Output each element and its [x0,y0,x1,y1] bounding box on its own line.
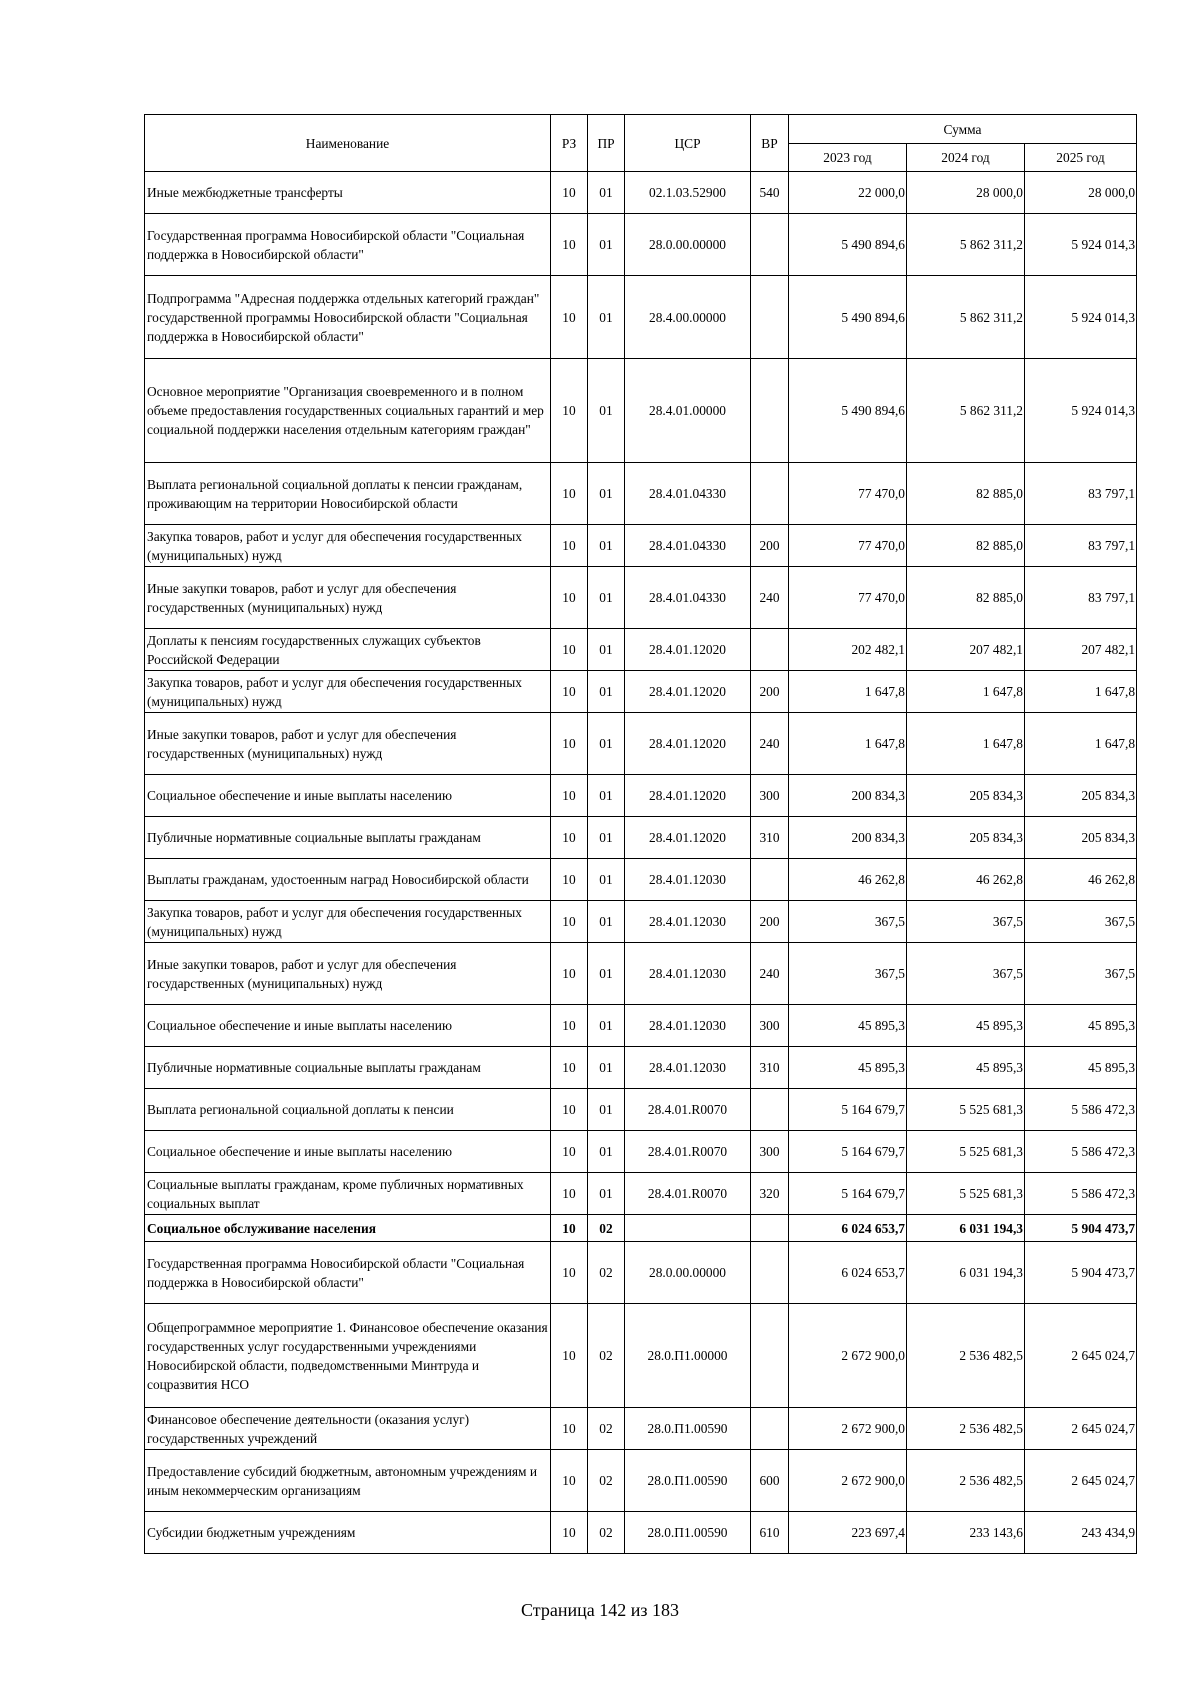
table-row [145,1005,1137,1047]
cell-2023: 5 164 679,7 [789,1173,907,1215]
cell-2024: 46 262,8 [907,859,1025,901]
cell-vr: 300 [751,775,789,817]
header-csr: ЦСР [625,115,751,172]
table-row [145,172,1137,214]
cell-name: Общепрограммное мероприятие 1. Финансовое обеспечение оказания государственных услуг государственными учреждениями Новосибирской области, подведомственными Минтруда и соцразвития НСО [145,1304,551,1408]
cell-pr: 01 [588,629,625,671]
cell-vr [751,463,789,525]
cell-2023: 367,5 [789,901,907,943]
cell-csr: 28.4.01.12030 [625,859,751,901]
cell-vr: 200 [751,671,789,713]
cell-2023: 367,5 [789,943,907,1005]
cell-pr: 02 [588,1304,625,1408]
table-row [145,1089,1137,1131]
cell-2023: 1 647,8 [789,713,907,775]
cell-2025: 5 924 014,3 [1025,359,1137,463]
cell-2024: 5 525 681,3 [907,1089,1025,1131]
cell-2023: 2 672 900,0 [789,1304,907,1408]
cell-2025: 5 904 473,7 [1025,1215,1137,1242]
cell-name: Закупка товаров, работ и услуг для обеспечения государственных (муниципальных) нужд [145,525,551,567]
cell-pr: 01 [588,214,625,276]
cell-pr: 02 [588,1450,625,1512]
cell-2025: 83 797,1 [1025,463,1137,525]
cell-2023: 2 672 900,0 [789,1450,907,1512]
cell-pr: 01 [588,671,625,713]
cell-rz: 10 [551,859,588,901]
cell-2024: 82 885,0 [907,525,1025,567]
cell-pr: 01 [588,1047,625,1089]
cell-name: Доплаты к пенсиям государственных служащих субъектов Российской Федерации [145,629,551,671]
cell-vr: 310 [751,817,789,859]
cell-rz: 10 [551,1242,588,1304]
cell-rz: 10 [551,359,588,463]
cell-rz: 10 [551,1450,588,1512]
cell-2024: 45 895,3 [907,1047,1025,1089]
cell-name: Иные закупки товаров, работ и услуг для обеспечения государственных (муниципальных) нужд [145,713,551,775]
cell-2023: 46 262,8 [789,859,907,901]
cell-rz: 10 [551,671,588,713]
cell-rz: 10 [551,1131,588,1173]
cell-rz: 10 [551,1408,588,1450]
cell-2024: 205 834,3 [907,775,1025,817]
cell-rz: 10 [551,1215,588,1242]
cell-2024: 367,5 [907,901,1025,943]
cell-name: Финансовое обеспечение деятельности (оказания услуг) государственных учреждений [145,1408,551,1450]
header-sum: Сумма [789,115,1137,144]
cell-2024: 82 885,0 [907,463,1025,525]
cell-pr: 01 [588,276,625,359]
cell-rz: 10 [551,901,588,943]
cell-pr: 01 [588,463,625,525]
cell-csr: 28.4.01.12020 [625,629,751,671]
cell-2025: 5 586 472,3 [1025,1131,1137,1173]
cell-name: Выплата региональной социальной доплаты к пенсии гражданам, проживающим на территории Новосибирской области [145,463,551,525]
cell-csr: 28.4.01.04330 [625,525,751,567]
table-row [145,214,1137,276]
cell-pr: 02 [588,1242,625,1304]
cell-rz: 10 [551,943,588,1005]
cell-2023: 202 482,1 [789,629,907,671]
table-row [145,276,1137,359]
cell-2024: 2 536 482,5 [907,1408,1025,1450]
header-pr: ПР [588,115,625,172]
cell-vr: 540 [751,172,789,214]
cell-vr [751,214,789,276]
cell-csr: 28.4.01.12020 [625,817,751,859]
cell-pr: 01 [588,817,625,859]
cell-2023: 77 470,0 [789,463,907,525]
cell-pr: 01 [588,901,625,943]
cell-rz: 10 [551,214,588,276]
cell-rz: 10 [551,1173,588,1215]
cell-2025: 28 000,0 [1025,172,1137,214]
cell-csr: 28.4.01.12030 [625,901,751,943]
cell-name: Государственная программа Новосибирской области "Социальная поддержка в Новосибирской области" [145,1242,551,1304]
cell-2023: 5 164 679,7 [789,1089,907,1131]
table-row [145,463,1137,525]
cell-2025: 5 924 014,3 [1025,276,1137,359]
cell-2023: 6 024 653,7 [789,1242,907,1304]
cell-rz: 10 [551,1047,588,1089]
cell-pr: 01 [588,359,625,463]
cell-2025: 367,5 [1025,901,1137,943]
cell-csr: 28.4.01.00000 [625,359,751,463]
cell-vr: 300 [751,1005,789,1047]
cell-2023: 1 647,8 [789,671,907,713]
cell-2025: 205 834,3 [1025,775,1137,817]
cell-pr: 02 [588,1512,625,1554]
cell-vr: 320 [751,1173,789,1215]
cell-pr: 01 [588,525,625,567]
cell-name: Основное мероприятие "Организация своевременного и в полном объеме предоставления государственных социальных гарантий и мер социальной поддержки населения отдельным категориям граждан" [145,359,551,463]
cell-2025: 367,5 [1025,943,1137,1005]
cell-2023: 2 672 900,0 [789,1408,907,1450]
cell-2025: 83 797,1 [1025,567,1137,629]
cell-vr [751,1304,789,1408]
cell-2025: 2 645 024,7 [1025,1450,1137,1512]
table-body [145,172,1137,1554]
cell-csr: 28.4.00.00000 [625,276,751,359]
header-2025: 2025 год [1025,144,1137,172]
cell-vr [751,629,789,671]
cell-2024: 45 895,3 [907,1005,1025,1047]
table-row [145,943,1137,1005]
cell-csr: 28.0.00.00000 [625,214,751,276]
header-2023: 2023 год [789,144,907,172]
cell-csr [625,1215,751,1242]
cell-2024: 205 834,3 [907,817,1025,859]
cell-2025: 45 895,3 [1025,1047,1137,1089]
cell-2024: 5 862 311,2 [907,214,1025,276]
cell-csr: 28.4.01.12020 [625,671,751,713]
table-row [145,629,1137,671]
table-row [145,671,1137,713]
cell-name: Публичные нормативные социальные выплаты гражданам [145,817,551,859]
cell-vr: 610 [751,1512,789,1554]
table-row [145,1512,1137,1554]
page-number: Страница 142 из 183 [521,1600,679,1620]
cell-2024: 6 031 194,3 [907,1242,1025,1304]
table-row [145,1408,1137,1450]
cell-rz: 10 [551,1512,588,1554]
cell-2024: 233 143,6 [907,1512,1025,1554]
cell-pr: 01 [588,713,625,775]
cell-vr: 200 [751,901,789,943]
cell-2024: 207 482,1 [907,629,1025,671]
cell-csr: 28.4.01.12020 [625,713,751,775]
cell-2024: 28 000,0 [907,172,1025,214]
cell-name: Закупка товаров, работ и услуг для обеспечения государственных (муниципальных) нужд [145,901,551,943]
cell-pr: 01 [588,1089,625,1131]
cell-csr: 28.4.01.R0070 [625,1131,751,1173]
cell-2023: 6 024 653,7 [789,1215,907,1242]
cell-name: Иные закупки товаров, работ и услуг для обеспечения государственных (муниципальных) нужд [145,567,551,629]
cell-name: Закупка товаров, работ и услуг для обеспечения государственных (муниципальных) нужд [145,671,551,713]
cell-vr [751,276,789,359]
cell-name: Социальное обслуживание населения [145,1215,551,1242]
cell-2023: 5 490 894,6 [789,214,907,276]
cell-2024: 1 647,8 [907,713,1025,775]
cell-pr: 01 [588,775,625,817]
cell-2023: 45 895,3 [789,1047,907,1089]
cell-2023: 77 470,0 [789,525,907,567]
cell-2025: 5 586 472,3 [1025,1089,1137,1131]
cell-2023: 45 895,3 [789,1005,907,1047]
table-row [145,1450,1137,1512]
cell-name: Иные межбюджетные трансферты [145,172,551,214]
cell-2025: 5 586 472,3 [1025,1173,1137,1215]
cell-name: Публичные нормативные социальные выплаты гражданам [145,1047,551,1089]
cell-csr: 28.4.01.04330 [625,463,751,525]
header-rz: РЗ [551,115,588,172]
cell-pr: 01 [588,859,625,901]
cell-name: Социальное обеспечение и иные выплаты населению [145,1131,551,1173]
cell-name: Выплата региональной социальной доплаты к пенсии [145,1089,551,1131]
cell-name: Предоставление субсидий бюджетным, автономным учреждениям и иным некоммерческим организациям [145,1450,551,1512]
cell-csr: 28.4.01.12030 [625,1005,751,1047]
cell-2023: 77 470,0 [789,567,907,629]
header-name: Наименование [145,115,551,172]
cell-rz: 10 [551,463,588,525]
cell-2024: 6 031 194,3 [907,1215,1025,1242]
cell-rz: 10 [551,629,588,671]
cell-vr [751,859,789,901]
cell-rz: 10 [551,1089,588,1131]
cell-pr: 02 [588,1408,625,1450]
cell-name: Государственная программа Новосибирской области "Социальная поддержка в Новосибирской области" [145,214,551,276]
table-row [145,567,1137,629]
cell-rz: 10 [551,172,588,214]
cell-rz: 10 [551,817,588,859]
table-row [145,1242,1137,1304]
cell-rz: 10 [551,567,588,629]
cell-vr: 240 [751,567,789,629]
cell-vr [751,359,789,463]
table-row [145,1215,1137,1242]
cell-csr: 02.1.03.52900 [625,172,751,214]
cell-2024: 2 536 482,5 [907,1304,1025,1408]
table-row [145,1304,1137,1408]
cell-pr: 01 [588,943,625,1005]
cell-2024: 5 525 681,3 [907,1131,1025,1173]
table-row [145,1173,1137,1215]
cell-vr: 240 [751,713,789,775]
cell-2025: 243 434,9 [1025,1512,1137,1554]
cell-2023: 22 000,0 [789,172,907,214]
cell-rz: 10 [551,1304,588,1408]
header-2024: 2024 год [907,144,1025,172]
cell-csr: 28.4.01.12020 [625,775,751,817]
table-row [145,1047,1137,1089]
cell-csr: 28.0.П1.00590 [625,1512,751,1554]
cell-2025: 205 834,3 [1025,817,1137,859]
cell-2024: 5 525 681,3 [907,1173,1025,1215]
cell-2025: 2 645 024,7 [1025,1408,1137,1450]
cell-2025: 83 797,1 [1025,525,1137,567]
cell-name: Социальное обеспечение и иные выплаты населению [145,1005,551,1047]
cell-vr [751,1089,789,1131]
cell-2023: 223 697,4 [789,1512,907,1554]
cell-2023: 5 490 894,6 [789,276,907,359]
cell-csr: 28.4.01.R0070 [625,1173,751,1215]
cell-vr: 300 [751,1131,789,1173]
cell-2025: 1 647,8 [1025,671,1137,713]
table-row [145,859,1137,901]
cell-2024: 2 536 482,5 [907,1450,1025,1512]
cell-vr: 200 [751,525,789,567]
cell-2023: 200 834,3 [789,817,907,859]
cell-name: Подпрограмма "Адресная поддержка отдельных категорий граждан" государственной программы Новосибирской области "Социальная поддержка в Новосибирской области" [145,276,551,359]
cell-csr: 28.4.01.12030 [625,943,751,1005]
cell-pr: 01 [588,172,625,214]
cell-vr [751,1242,789,1304]
table-row [145,817,1137,859]
cell-name: Выплаты гражданам, удостоенным наград Новосибирской области [145,859,551,901]
cell-rz: 10 [551,1005,588,1047]
table-row [145,901,1137,943]
cell-csr: 28.4.01.12030 [625,1047,751,1089]
cell-csr: 28.0.П1.00590 [625,1450,751,1512]
cell-2024: 82 885,0 [907,567,1025,629]
table-row [145,525,1137,567]
cell-rz: 10 [551,775,588,817]
cell-vr: 310 [751,1047,789,1089]
cell-pr: 01 [588,1131,625,1173]
cell-csr: 28.4.01.04330 [625,567,751,629]
cell-vr [751,1215,789,1242]
cell-name: Социальное обеспечение и иные выплаты населению [145,775,551,817]
table-row [145,1131,1137,1173]
cell-2023: 200 834,3 [789,775,907,817]
table-row [145,775,1137,817]
cell-rz: 10 [551,525,588,567]
cell-2025: 207 482,1 [1025,629,1137,671]
cell-rz: 10 [551,276,588,359]
cell-2025: 5 904 473,7 [1025,1242,1137,1304]
cell-2023: 5 164 679,7 [789,1131,907,1173]
cell-rz: 10 [551,713,588,775]
cell-2025: 5 924 014,3 [1025,214,1137,276]
cell-pr: 02 [588,1215,625,1242]
cell-name: Субсидии бюджетным учреждениям [145,1512,551,1554]
cell-2025: 1 647,8 [1025,713,1137,775]
cell-2025: 46 262,8 [1025,859,1137,901]
cell-2025: 45 895,3 [1025,1005,1137,1047]
cell-2025: 2 645 024,7 [1025,1304,1137,1408]
cell-name: Социальные выплаты гражданам, кроме публичных нормативных социальных выплат [145,1173,551,1215]
cell-csr: 28.0.00.00000 [625,1242,751,1304]
budget-table [144,114,1137,1554]
cell-vr [751,1408,789,1450]
cell-vr: 240 [751,943,789,1005]
cell-pr: 01 [588,1005,625,1047]
cell-2023: 5 490 894,6 [789,359,907,463]
cell-csr: 28.4.01.R0070 [625,1089,751,1131]
cell-vr: 600 [751,1450,789,1512]
table-row [145,713,1137,775]
cell-2024: 5 862 311,2 [907,276,1025,359]
table-row [145,359,1137,463]
cell-pr: 01 [588,567,625,629]
cell-csr: 28.0.П1.00590 [625,1408,751,1450]
cell-2024: 1 647,8 [907,671,1025,713]
header-vr: ВР [751,115,789,172]
cell-csr: 28.0.П1.00000 [625,1304,751,1408]
cell-name: Иные закупки товаров, работ и услуг для обеспечения государственных (муниципальных) нужд [145,943,551,1005]
cell-2024: 5 862 311,2 [907,359,1025,463]
cell-2024: 367,5 [907,943,1025,1005]
cell-pr: 01 [588,1173,625,1215]
